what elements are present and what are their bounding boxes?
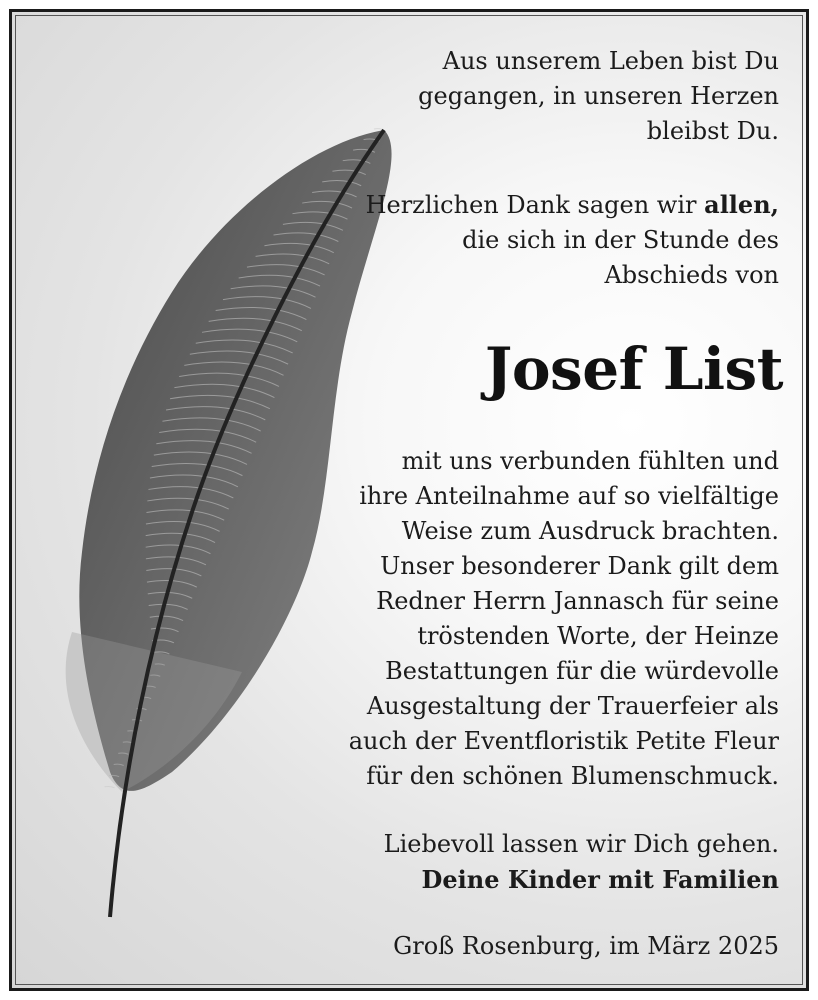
thanks-intro: Herzlichen Dank sagen wir allen, die sich in der Stunde des Abschieds von — [365, 190, 779, 289]
place-date: Groß Rosenburg, im März 2025 — [393, 932, 779, 960]
poem: Aus unserem Leben bist Du gegangen, in unseren Herzen bleibst Du. — [418, 47, 779, 145]
signature: Deine Kinder mit Familien — [421, 865, 779, 894]
obituary-notice — [9, 9, 809, 991]
feather-barb — [105, 786, 115, 787]
deceased-name: Josef List — [484, 335, 783, 403]
body-text: mit uns verbunden fühlten und ihre Anteilnahme auf so vielfältige Weise zum Ausdruck brachten. Unser besonderer Dank gilt dem Redner Herrn Jannasch für seine tröstenden Worte, der Heinze Bestattungen für die würdevolle Ausgestaltung der Trauerfeier als auch der Eventfloristik Petite Fleur für den schönen Blumenschmuck. — [348, 447, 779, 790]
closing: Liebevoll lassen wir Dich gehen. Deine Kinder mit Familien — [259, 827, 779, 897]
